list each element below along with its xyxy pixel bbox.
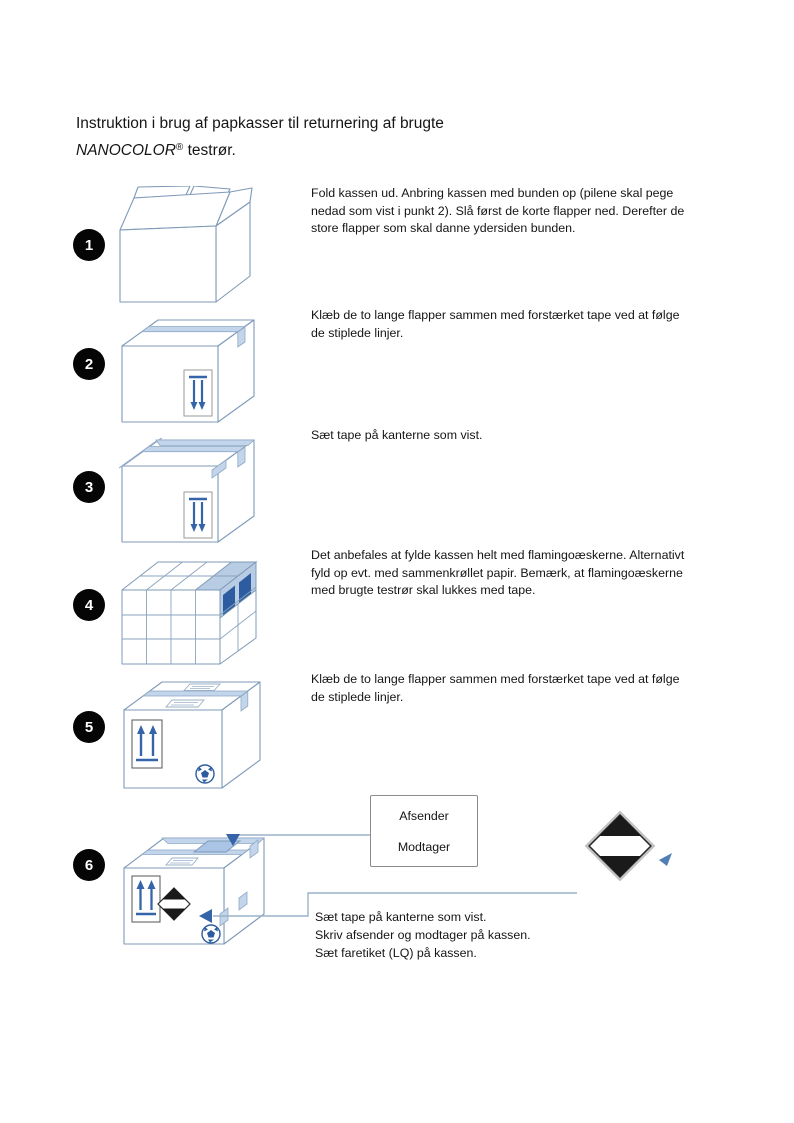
lq-hazard-diamond-icon	[584, 810, 656, 882]
step-4-badge: 4	[73, 589, 105, 621]
step-2-badge: 2	[73, 348, 105, 380]
title-line-2	[76, 136, 444, 163]
receiver-label: Modtager	[397, 840, 451, 854]
sealed-box-illustration	[108, 664, 266, 794]
recycle-icon	[196, 765, 214, 783]
brand-name: NANOCOLOR	[76, 142, 176, 159]
step-1-text: Fold kassen ud. Anbring kassen med bunden op (pilene skal pege nedad som vist i punkt 2). Slå først de korte flapper ned. Derefter de store flapper som skal danne ydersiden bunden.	[311, 186, 685, 236]
up-arrows-label	[132, 876, 160, 922]
small-top-label	[166, 858, 198, 865]
step-3-badge: 3	[73, 471, 105, 503]
step-5-text: Klæb de to lange flapper sammen med forstærket tape ved at følge de stiplede linjer.	[311, 672, 680, 704]
step-4-text: Det anbefales at fylde kassen helt med flamingoæskerne. Alternativt fyld op evt. med sammenkrøllet papir. Bemærk, at flamingoæskerne med brugte testrør skal lukkes med tape.	[311, 548, 685, 598]
step-6-line-2: Skriv afsender og modtager på kassen.	[315, 927, 531, 942]
step-2-text: Klæb de to lange flapper sammen med forstærket tape ved at følge de stiplede linjer.	[311, 308, 680, 340]
step-1-badge: 1	[73, 229, 105, 261]
taped-top-box-illustration	[106, 306, 266, 426]
finished-box-illustration	[106, 814, 286, 954]
sender-label: Afsender	[399, 809, 449, 823]
filled-box-illustration	[106, 546, 266, 668]
small-pointer-icon	[659, 853, 672, 866]
tape-strip	[142, 327, 245, 332]
down-arrows-label	[184, 492, 212, 538]
tape-back-edge	[156, 440, 254, 446]
step-5-badge: 5	[73, 711, 105, 743]
up-arrows-label	[132, 720, 162, 768]
step-6-line-1: Sæt tape på kanterne som vist.	[315, 910, 487, 924]
tape-middle	[142, 447, 245, 452]
title-line-1: Instruktion i brug af papkasser til returnering af brugte	[76, 115, 444, 132]
tape-strip	[143, 691, 248, 696]
address-label-back	[184, 684, 220, 691]
registered-mark: ®	[175, 142, 184, 153]
recycle-icon	[202, 925, 220, 943]
page-title	[76, 112, 444, 163]
step-6-badge: 6	[73, 849, 105, 881]
step-6-text	[315, 909, 531, 963]
edge-taped-box-illustration	[106, 426, 266, 550]
open-box-illustration	[104, 186, 264, 306]
address-label-front	[166, 700, 204, 707]
address-callout-box	[370, 795, 478, 867]
step-3-text: Sæt tape på kanterne som vist.	[311, 428, 483, 442]
title-line-2-rest: testrør.	[183, 142, 236, 159]
step-6-line-3: Sæt faretiket (LQ) på kassen.	[315, 945, 477, 960]
down-arrows-label	[184, 370, 212, 416]
